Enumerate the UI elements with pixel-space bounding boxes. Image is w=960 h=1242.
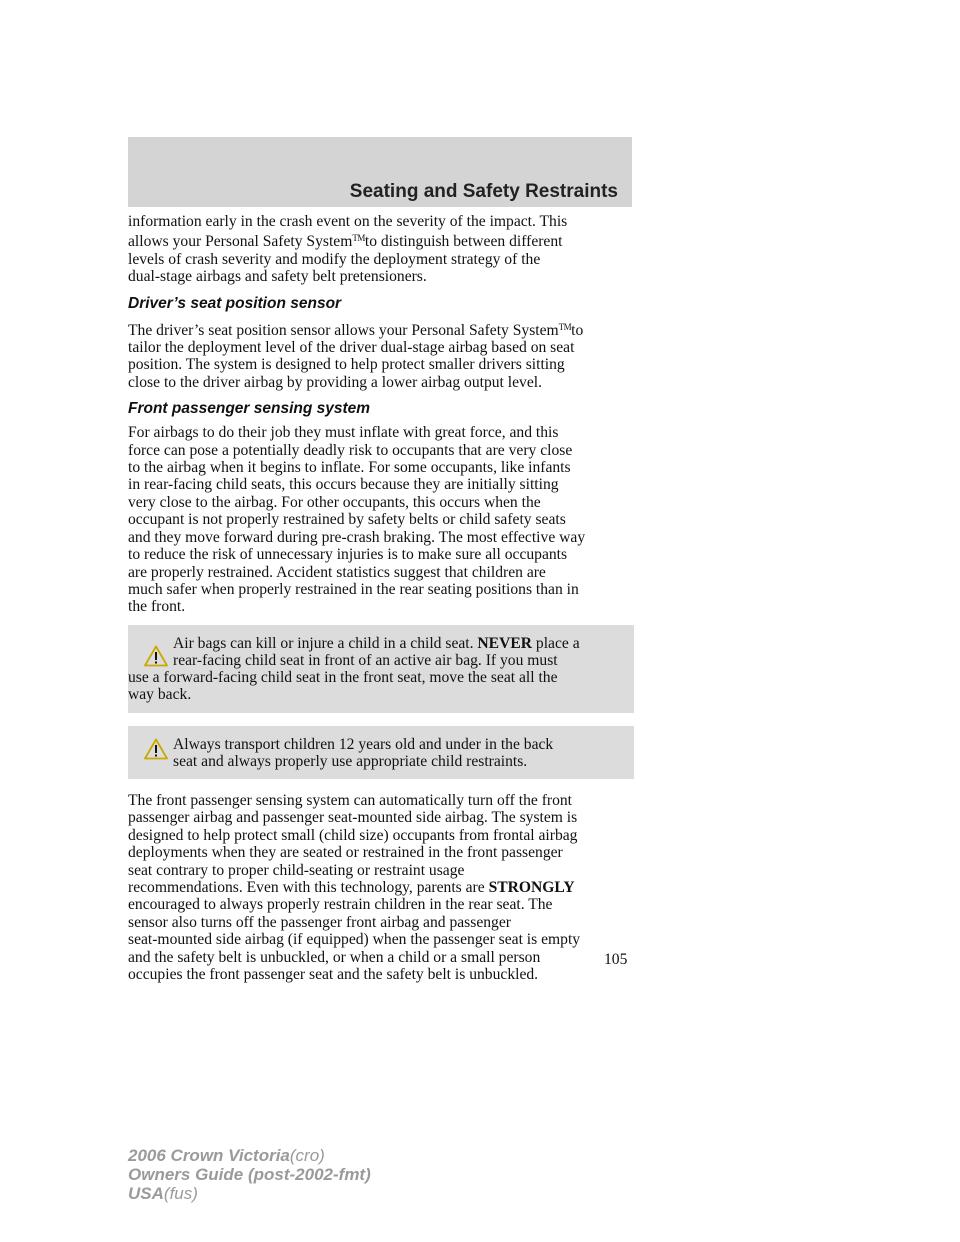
text-line: and they move forward during pre-crash braking. The most effective way bbox=[128, 528, 586, 546]
text-line: sensor also turns off the passenger front airbag and passenger bbox=[128, 913, 511, 931]
section-title: Seating and Safety Restraints bbox=[349, 181, 618, 202]
text-line: very close to the airbag. For other occupants, this occurs when the bbox=[128, 493, 541, 511]
text-span: to distinguish between different bbox=[364, 233, 563, 251]
heading-seat-position-sensor: Driver’s seat position sensor bbox=[128, 294, 342, 312]
text-line: seat-mounted side airbag (if equipped) when the passenger seat is empty bbox=[128, 931, 581, 949]
text-line bbox=[128, 319, 634, 339]
text-span: place a bbox=[532, 634, 580, 652]
text-line: information early in the crash event on the severity of the impact. This bbox=[128, 213, 568, 230]
text-line: to the airbag when it begins to inflate. For some occupants, like infants bbox=[128, 459, 571, 477]
text-line: position. The system is designed to help protect smaller drivers sitting bbox=[128, 356, 565, 374]
footer-line bbox=[128, 1184, 371, 1203]
text-line: occupies the front passenger seat and the safety belt is unbuckled. bbox=[128, 966, 539, 983]
text-line: and the safety belt is unbuckled, or when a child or a small person bbox=[128, 948, 541, 966]
warning-box-transport-children bbox=[128, 726, 634, 779]
text-line: force can pose a potentially deadly risk to occupants that are very close bbox=[128, 441, 573, 459]
section-header-band bbox=[128, 137, 632, 207]
warning-triangle-icon bbox=[144, 738, 168, 760]
warning-line: way back. bbox=[128, 686, 192, 704]
passenger-sensing-paragraph bbox=[128, 424, 634, 615]
heading-passenger-sensing-system: Front passenger sensing system bbox=[128, 400, 371, 418]
footer-code: (fus) bbox=[163, 1184, 198, 1203]
warning-line: use a forward-facing child seat in the front seat, move the seat all the bbox=[128, 669, 558, 687]
footer-title: USA bbox=[128, 1184, 164, 1203]
trademark-mark: TM bbox=[558, 321, 572, 332]
intro-paragraph bbox=[128, 213, 634, 286]
warning-triangle-icon bbox=[144, 645, 168, 667]
footer-line bbox=[128, 1165, 371, 1184]
text-line: seat contrary to proper child-seating or restraint usage bbox=[128, 861, 465, 879]
emphasis-never: NEVER bbox=[477, 634, 533, 652]
text-line: passenger airbag and passenger seat-mounted side airbag. The system is bbox=[128, 809, 578, 827]
footer-code: (cro) bbox=[289, 1146, 325, 1165]
text-line: levels of crash severity and modify the deployment strategy of the bbox=[128, 250, 541, 268]
page-content bbox=[128, 213, 634, 983]
emphasis-strongly: STRONGLY bbox=[488, 878, 575, 896]
text-span: The driver’s seat position sensor allows your Personal Safety System bbox=[128, 321, 559, 339]
page-number: 105 bbox=[604, 951, 628, 968]
text-line: designed to help protect small (child size) occupants from frontal airbag bbox=[128, 826, 578, 844]
text-line: are properly restrained. Accident statistics suggest that children are bbox=[128, 563, 546, 581]
text-line: The front passenger sensing system can automatically turn off the front bbox=[128, 791, 573, 809]
warning-box-child-seat bbox=[128, 625, 634, 713]
text-span: recommendations. Even with this technology, parents are bbox=[128, 878, 489, 896]
text-line: the front. bbox=[128, 598, 186, 616]
footer-title: 2006 Crown Victoria bbox=[128, 1146, 290, 1165]
text-line: close to the driver airbag by providing a lower airbag output level. bbox=[128, 373, 542, 391]
text-line: to reduce the risk of unnecessary injuries is to make sure all occupants bbox=[128, 546, 568, 564]
seat-sensor-paragraph bbox=[128, 319, 634, 392]
text-line: For airbags to do their job they must inflate with great force, and this bbox=[128, 424, 559, 442]
text-line: encouraged to always properly restrain children in the rear seat. The bbox=[128, 896, 553, 914]
text-line: in rear-facing child seats, this occurs because they are initially sitting bbox=[128, 476, 559, 494]
text-line: deployments when they are seated or restrained in the front passenger bbox=[128, 844, 563, 862]
warning-line: seat and always properly use appropriate child restraints. bbox=[173, 752, 528, 770]
text-line bbox=[128, 879, 634, 896]
text-line: much safer when properly restrained in the rear seating positions than in bbox=[128, 580, 579, 598]
text-span: Air bags can kill or injure a child in a child seat. bbox=[173, 634, 478, 652]
text-span: to bbox=[571, 321, 584, 339]
footer-line bbox=[128, 1146, 371, 1165]
trademark-mark: TM bbox=[352, 233, 365, 244]
warning-line bbox=[128, 635, 622, 652]
warning-line: rear-facing child seat in front of an active air bag. If you must bbox=[173, 651, 558, 669]
text-line: tailor the deployment level of the driver dual-stage airbag based on seat bbox=[128, 339, 575, 357]
document-footer bbox=[128, 1146, 371, 1203]
text-span: allows your Personal Safety System bbox=[128, 233, 353, 251]
closing-paragraph bbox=[128, 792, 634, 983]
text-line: dual-stage airbags and safety belt pretensioners. bbox=[128, 268, 427, 286]
text-line bbox=[128, 230, 634, 250]
footer-title: Owners Guide (post-2002-fmt) bbox=[128, 1165, 371, 1184]
text-line: occupant is not properly restrained by safety belts or child safety seats bbox=[128, 511, 566, 529]
warning-line: Always transport children 12 years old and under in the back bbox=[173, 735, 554, 753]
